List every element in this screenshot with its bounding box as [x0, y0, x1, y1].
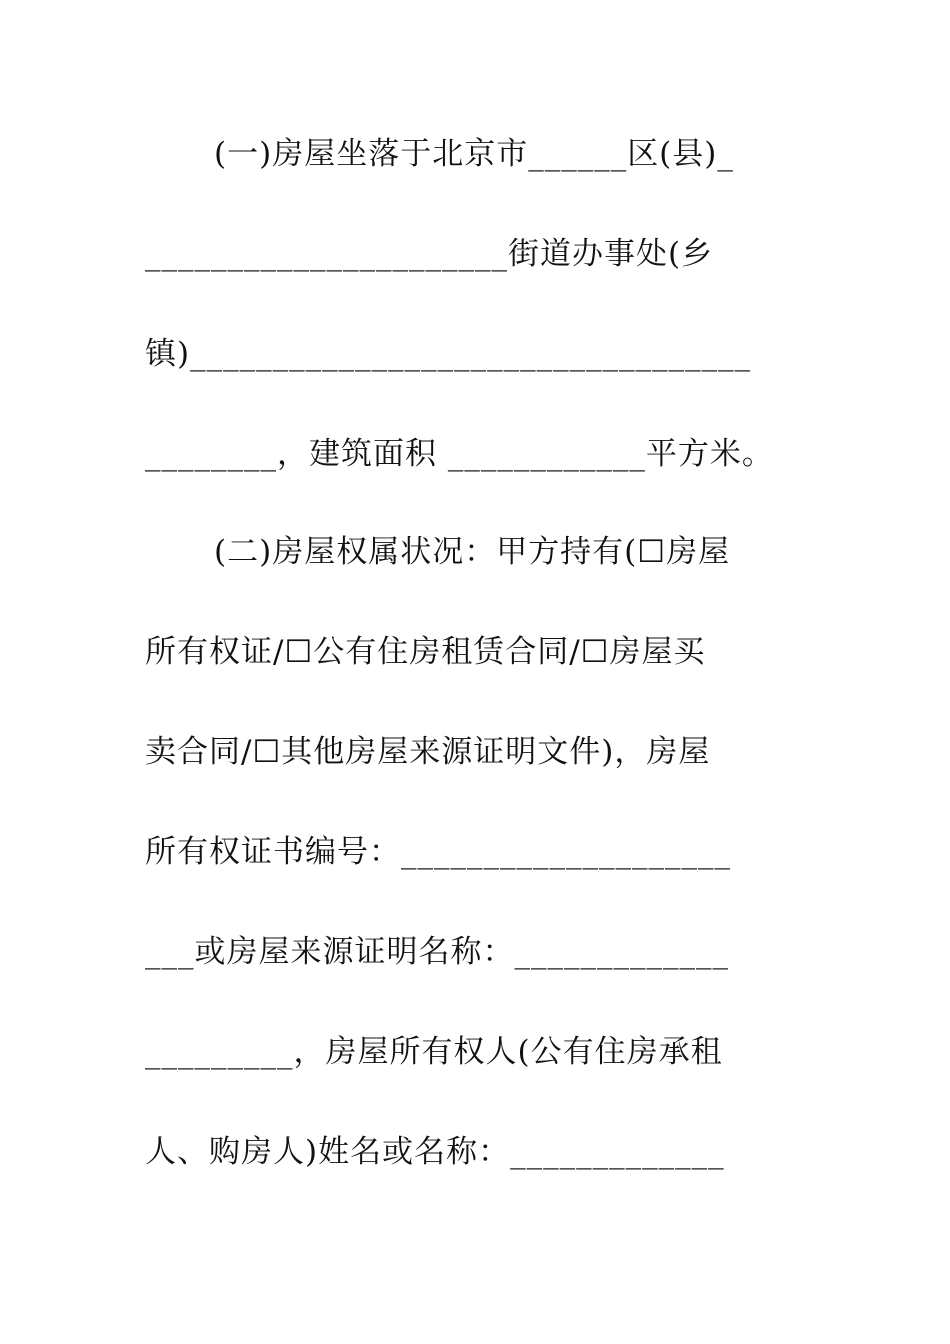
clause-2-ownership-line-2: 所有权证/☐公有住房租赁合同/☐房屋买: [145, 634, 706, 670]
clause-1-location-line-1: (一)房屋坐落于北京市______区(县)_: [214, 136, 734, 172]
source-proof-name-line: ___或房屋来源证明名称：_____________: [145, 934, 729, 970]
clause-2-ownership-line-3: 卖合同/☐其他房屋来源证明文件)，房屋: [145, 734, 711, 770]
owner-line-2: 人、购房人)姓名或名称：_____________: [145, 1134, 725, 1170]
clause-1-location-line-3: 镇)__________________________________: [145, 336, 752, 372]
owner-line-1: _________，房屋所有权人(公有住房承租: [145, 1034, 723, 1070]
clause-2-ownership-line-1: (二)房屋权属状况：甲方持有(☐房屋: [214, 534, 731, 570]
clause-1-area-line: ________，建筑面积 ____________平方米。: [145, 436, 774, 472]
clause-1-location-line-2: ______________________街道办事处(乡: [145, 236, 714, 272]
certificate-number-line: 所有权证书编号：____________________: [145, 834, 731, 870]
